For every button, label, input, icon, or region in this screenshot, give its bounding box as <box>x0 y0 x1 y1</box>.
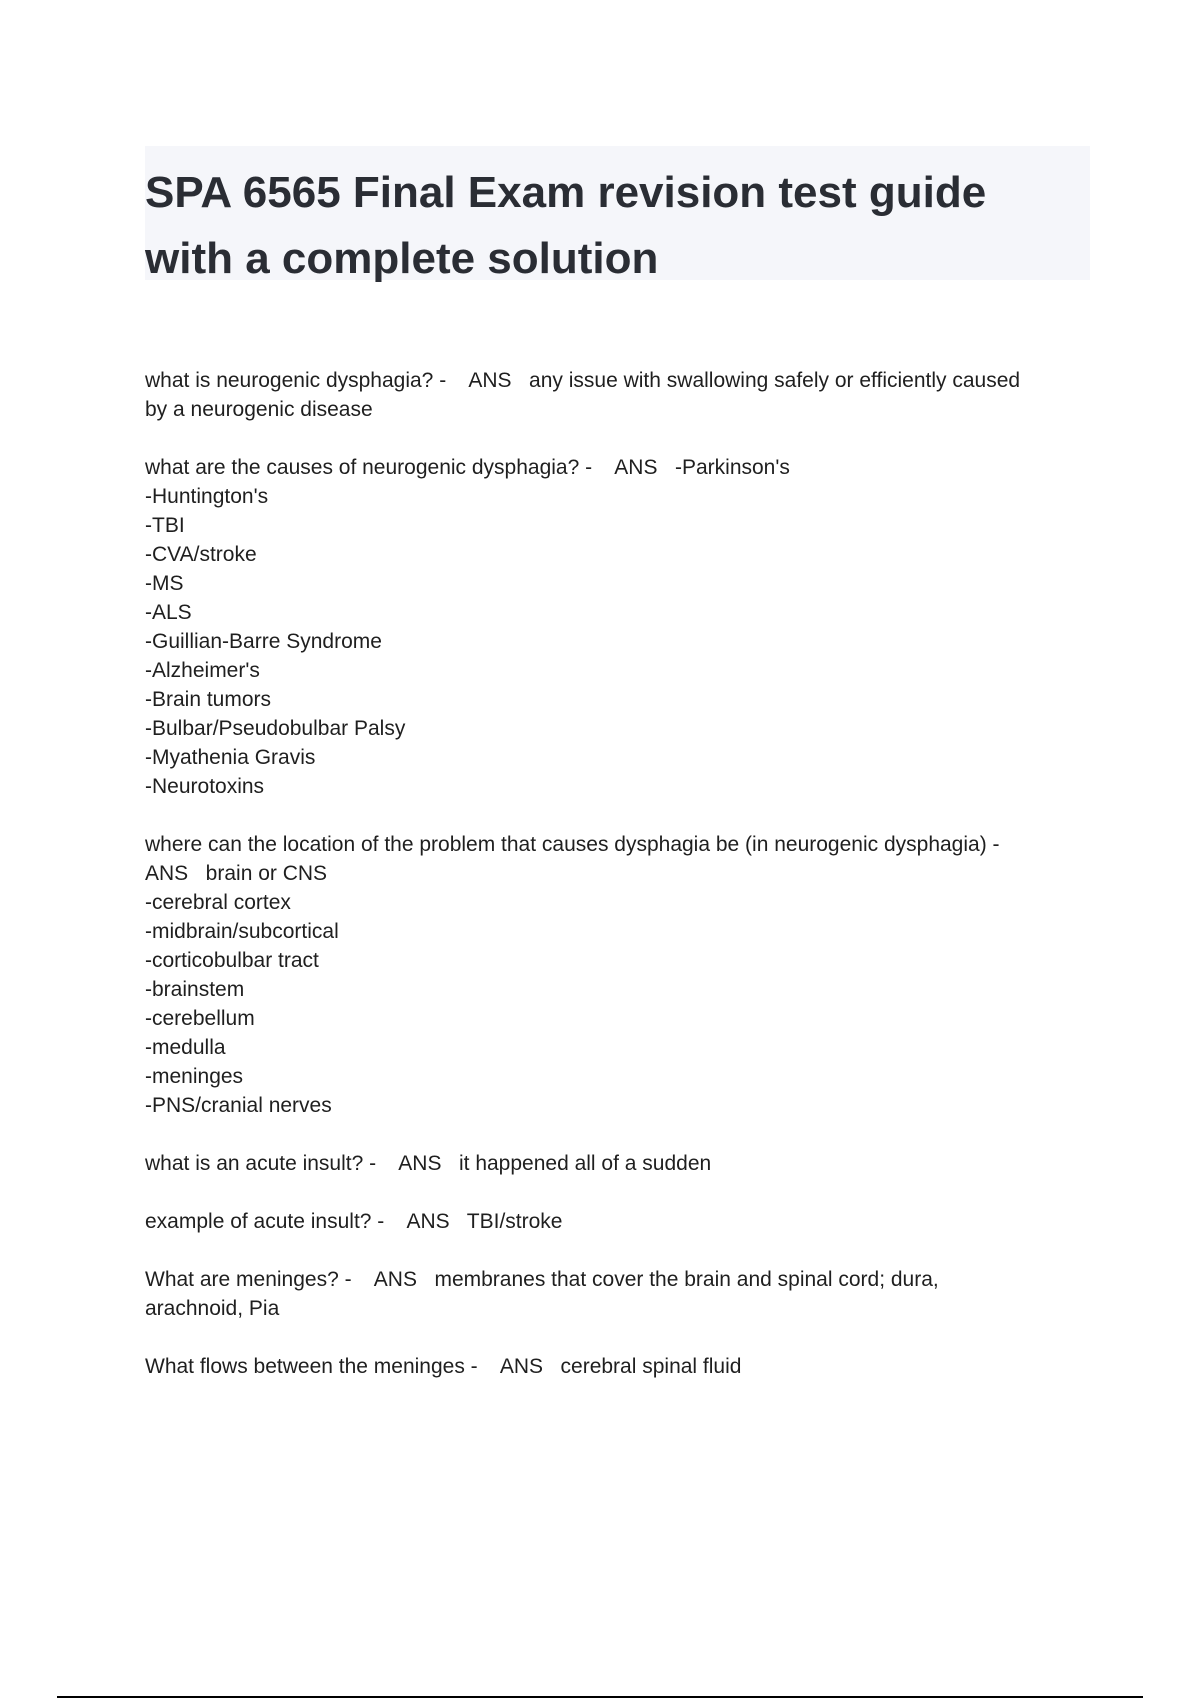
qa-item-neurogenic-dysphagia <box>145 366 1085 424</box>
qa-row: what is an acute insult? - ANS it happened all of a sudden <box>145 1152 712 1175</box>
document-title-line-2: with a complete solution <box>145 234 659 283</box>
qa-row: -Brain tumors <box>145 688 272 711</box>
qa-row: -MS <box>145 572 184 595</box>
qa-row: -midbrain/subcortical <box>145 920 339 943</box>
qa-row: What flows between the meninges - ANS cerebral spinal fluid <box>145 1355 742 1378</box>
qa-row: arachnoid, Pia <box>145 1297 280 1320</box>
page-bottom-rule <box>57 1696 1143 1698</box>
qa-row: -cerebral cortex <box>145 891 291 914</box>
qa-row: -cerebellum <box>145 1007 255 1030</box>
qa-row: -Myathenia Gravis <box>145 746 316 769</box>
qa-item-meninges-flow <box>145 1352 1085 1381</box>
qa-item-acute-insult <box>145 1149 1085 1178</box>
qa-row: example of acute insult? - ANS TBI/stroke <box>145 1210 563 1233</box>
qa-row: -medulla <box>145 1036 226 1059</box>
qa-item-causes <box>145 453 1085 801</box>
qa-content <box>145 366 1085 1410</box>
document-title-line-1: SPA 6565 Final Exam revision test guide <box>145 168 987 217</box>
document-title-block <box>145 146 1090 283</box>
qa-row: -CVA/stroke <box>145 543 257 566</box>
qa-row: What are meninges? - ANS membranes that cover the brain and spinal cord; dura, <box>145 1268 939 1291</box>
qa-row: -Guillian-Barre Syndrome <box>145 630 382 653</box>
qa-row: what are the causes of neurogenic dysphagia? - ANS -Parkinson's <box>145 456 790 479</box>
qa-item-acute-example <box>145 1207 1085 1236</box>
qa-row: -corticobulbar tract <box>145 949 319 972</box>
qa-row: what is neurogenic dysphagia? - ANS any issue with swallowing safely or efficiently caused <box>145 369 1021 392</box>
qa-row: -ALS <box>145 601 192 624</box>
qa-item-location <box>145 830 1085 1120</box>
qa-item-meninges <box>145 1265 1085 1323</box>
qa-row: -Alzheimer's <box>145 659 260 682</box>
qa-row: ANS brain or CNS <box>145 862 328 885</box>
qa-row: -brainstem <box>145 978 245 1001</box>
qa-row: -meninges <box>145 1065 244 1088</box>
qa-row: where can the location of the problem that causes dysphagia be (in neurogenic dysphagia) - <box>145 833 1000 856</box>
qa-row: by a neurogenic disease <box>145 398 373 421</box>
qa-row: -Bulbar/Pseudobulbar Palsy <box>145 717 406 740</box>
qa-row: -Neurotoxins <box>145 775 265 798</box>
qa-row: -Huntington's <box>145 485 269 508</box>
qa-row: -PNS/cranial nerves <box>145 1094 332 1117</box>
qa-row: -TBI <box>145 514 185 537</box>
